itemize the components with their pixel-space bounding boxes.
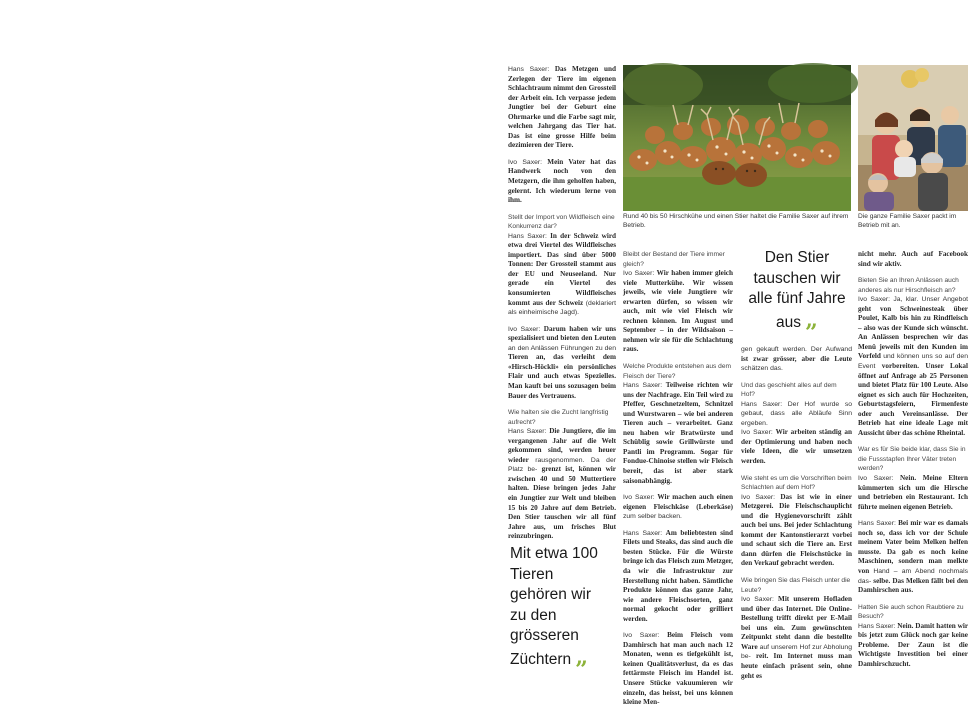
interview-question: Welche Produkte entstehen aus dem Fleisch der Tiere? [623, 363, 732, 380]
family-photo [858, 65, 974, 211]
paragraph: Hans Saxer: Am beliebtesten sind Filets und Steaks, das sind auch die besten Stücke. Für die Würste bringe ich das Fleisch zum Metzger, da wir die Infrastruktur zur Herstellung nicht haben. Sämtliche Produkte können das ganze Jahr, wie andere Fleischsorten, ganz normal gekocht oder grilliert werden. [623, 528, 733, 623]
paragraph: Bleibt der Bestand der Tiere immer gleich? Ivo Saxer: Wir haben immer gleich viele Mutterkühe. Wir wissen jeweils, wie viele Jungtiere wir erwarten dürfen, so wissen wir auch, mit wie viel Fleisch wir rechnen können. Im August und September – in der Wildsaison – nehmen wir sie für die Schlachtung raus. [623, 251, 733, 354]
paragraph: Ivo Saxer: Wir machen auch einen eigenen Fleischkäse (Leberkäse) zum selber backen. [623, 493, 733, 521]
interview-question: Stellt der Import von Wildfleisch eine Konkurrenz dar? [508, 213, 615, 231]
paragraph: gen gekauft werden. Der Aufwand ist zwar grösser, aber die Leute schätzen das. [741, 346, 852, 373]
interview-question: Bleibt der Bestand der Tiere immer gleich? [623, 251, 725, 268]
paragraph: Hatten Sie auch schon Raubtiere zu Besuch? Hans Saxer: Nein. Damit hatten wir bis jetzt zum Glück noch gar keine Probleme. Der Zaun ist die Wichtigste Investition bei einer Damhirschzucht. [858, 603, 969, 668]
paragraph: Wie steht es um die Vorschriften beim Schlachten auf dem Hof? Ivo Saxer: Das ist wie in einer Metzgerei. Die Fleischschauplicht und die Hygienevorschrift zählt auch bei uns. Bei jeder Schlachtung kommt der Kantonstierarzt vorbei und schaut sich die Tiere an. Erst dann dürfen die Fleischstücke in den Verkauf gebracht werden. [741, 474, 852, 568]
paragraph: Welche Produkte entstehen aus dem Fleisch der Tiere? Hans Saxer: Teilweise richten wir uns der Nachfrage. Ein Teil wird zu Pfeffer, Geschnetzeltem, Schnitzel und Wurstwaren – wie bei anderen Tieren auch – verarbeitet. Ganz neu haben wir Bratwürste und Schüblig sowie Grillwürste und Pantli im Programm. Sogar für Fondue-Chinoise stellen wir Fleisch bereit, das ist aber stark saisonabhängig. [623, 363, 733, 485]
paragraph: Bieten Sie an Ihren Anlässen auch anderes als nur Hirschfleisch an? Ivo Saxer: Ja, klar. Unser Angebot geht von Schweinesteak über Poulet, Kalb bis hin zu Rindfleisch – also was der Kunde sich wünscht. An Anlässen besprechen wir das Menü jeweils mit den Kunden im Vorfeld und können uns so auf den Event vorbereiten. Unser Lokal öffnet auf Anfrage ab 25 Personen und bietet Platz für 100 Leute. Also eignet es sich auch für Hochzeiten, Geburtstagsfeiern, Firmenfeste oder auch Vereinsanlässe. Der Betrieb hat eine ideale Lage mit Aussicht über das schöne Rheintal. [858, 277, 969, 437]
deer-herd-photo [623, 65, 851, 211]
paragraph: Ivo Saxer: Darum haben wir uns spezialisiert und bieten den Leuten an den Anlässen Führungen zu den Tieren an, das verleiht dem «Hirsch-Höckli» ein persönliches Flair und auch etwas Spezielles. Man kauft bei uns sozusagen beim Bauer des Vertrauens. [508, 324, 616, 400]
paragraph: nicht mehr. Auch auf Facebook sind wir aktiv. [858, 250, 968, 268]
article-column-2 [623, 250, 733, 715]
interview-question: Wie bringen Sie das Fleisch unter die Leute? [741, 577, 851, 594]
pull-quote-1: Mit etwa 100 Tieren gehören wir zu den grösseren Züchtern „ [510, 545, 598, 670]
quote-mark-icon: „ [805, 306, 818, 333]
paragraph: Ivo Saxer: Mein Vater hat das Handwerk noch von den Metzgern, die ihm geholfen haben, gelernt. Ich wiederum lerne von ihm. [508, 157, 616, 205]
paragraph: Hans Saxer: Bei mir war es damals noch so, dass ich vor der Schule meinem Vater beim Melken helfen musste. Da gab es noch keine Maschinen, sondern man melkte von Hand – am Abend nochmals das- selbe. Das Melken fällt bei den Damhirschen aus. [858, 519, 969, 595]
deer-herd-icon [623, 65, 851, 211]
interview-question: War es für Sie beide klar, dass Sie in die Fussstapfen Ihrer Väter treten werden? [858, 446, 966, 473]
article-column-4 [858, 250, 968, 676]
paragraph: Wie halten sie die Zucht langfristig aufrecht? Hans Saxer: Die Jungtiere, die im vergangenen Jahr auf die Welt gekommen sind, werden heuer wieder rausgenommen. Da der Platz be- grenzt ist, können wir zwischen 40 und 50 Muttertiere halten. Diese bringen jedes Jahr ein Jungtier zur Welt und bleiben 15 bis 20 Jahre auf dem Betrieb. Den Stier tauschen wir all fünf Jahre aus, um frisches Blut reinzubringen. [508, 409, 617, 541]
paragraph: Hans Saxer: Das Metzgen und Zerlegen der Tiere im eigenen Schlachtraum nimmt den Grossteil der Arbeit ein. Ich verpasse jedem Jungtier bei der Geburt eine Ohrmarke und die Farbe sagt mir, welchen Jahrgang das Tier hat. Das ist eine grosse Hilfe beim dezimieren der Tiere. [508, 65, 617, 150]
interview-question: Bieten Sie an Ihren Anlässen auch anderes als nur Hirschfleisch an? [858, 277, 959, 294]
family-group-icon [858, 65, 968, 211]
paragraph: Wie bringen Sie das Fleisch unter die Leute? Ivo Saxer: Mit unserem Hofladen und über das Internet. Die Online-Bestellung trifft direkt per E-Mail bei uns ein. Zum gewünschten Zeitpunkt steht dann die bestellte Ware auf unserem Hof zur Abholung be- reit. Im Internet muss man heute einfach präsent sein, ohne geht es [741, 577, 853, 680]
article-column-3 [741, 345, 852, 688]
interview-question: Und das geschieht alles auf dem Hof? [741, 381, 837, 399]
paragraph: Stellt der Import von Wildfleisch eine Konkurrenz dar? Hans Saxer: In der Schweiz wird etwa drei Viertel des Wildfleisches importiert. Das sind über 5000 Tonnen: Der Grossteil stammt aus der EU und Neuseeland. Nur gerade ein Viertel des konsumierten Wildfleisches kommt aus der Schweiz (deklariert als einheimische Jagd). [508, 213, 617, 317]
interview-question: Hatten Sie auch schon Raubtiere zu Besuch? [858, 603, 964, 621]
article-column-1 [508, 65, 616, 549]
paragraph: Ivo Saxer: Beim Fleisch vom Damhirsch hat man auch nach 12 Monaten, wenn es tiefgekühlt ist, keinen Qualitätsverlust, da es das fettärmste Fleisch im Handel ist. Unsere Stücke vakuumieren wir einzeln, das heisst, bei uns können kleine Men- [623, 631, 734, 707]
pull-quote-2: Den Stier tauschen wir alle fünf Jahre aus „ [748, 249, 846, 333]
photo-caption-deer: Rund 40 bis 50 Hirschkühe und einen Stier haltet die Familie Saxer auf ihrem Betrieb. [623, 213, 849, 229]
quote-mark-icon: „ [575, 643, 589, 670]
interview-question: Wie halten sie die Zucht langfristig aufrecht? [508, 409, 609, 426]
interview-question: Wie steht es um die Vorschriften beim Schlachten auf dem Hof? [741, 474, 852, 492]
photo-credit: Foto: zVg [968, 79, 974, 101]
paragraph: Und das geschieht alles auf dem Hof? Hans Saxer: Der Hof wurde so gebaut, dass alle Abläufe Sinn ergeben. Ivo Saxer: Wir arbeiten ständig an der Optimierung und haben noch viele Ideen, die wir umsetzen werden. [741, 381, 853, 466]
photo-caption-family: Die ganze Familie Saxer packt im Betrieb mit an. [858, 213, 957, 229]
paragraph: War es für Sie beide klar, dass Sie in die Fussstapfen Ihrer Väter treten werden? Ivo Saxer: Nein. Meine Eltern kümmerten sich um die Hirsche und betrieben ein Restaurant. Ich führte meinen eigenen Betrieb. [858, 446, 968, 511]
